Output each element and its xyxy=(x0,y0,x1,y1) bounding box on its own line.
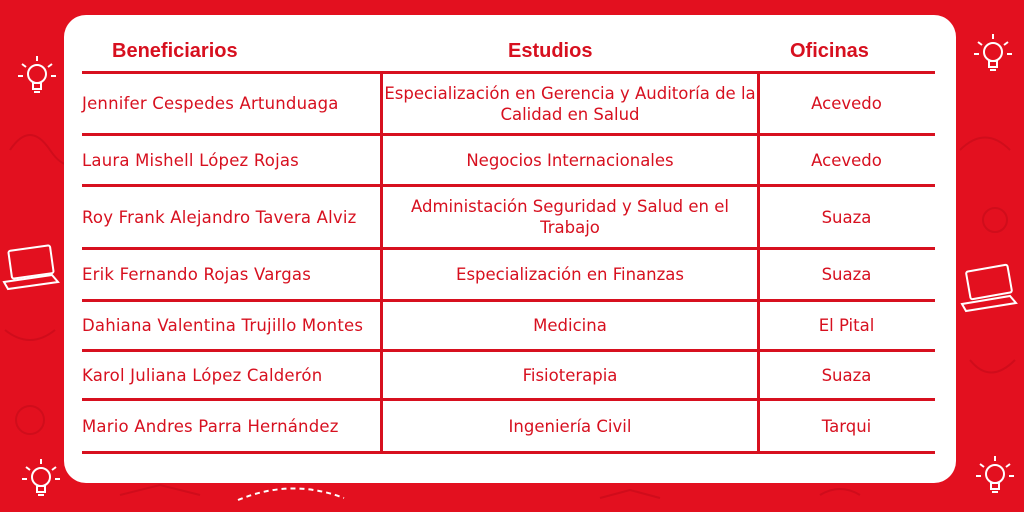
table-row xyxy=(82,136,935,184)
table-row xyxy=(82,250,935,299)
study-program: Fisioterapia xyxy=(522,365,618,385)
table-row xyxy=(82,74,935,133)
office-name: Suaza xyxy=(821,365,872,385)
header-beneficiarios: Beneficiarios xyxy=(112,40,238,62)
header-estudios: Estudios xyxy=(508,40,593,62)
beneficiary-name: Karol Juliana López Calderón xyxy=(82,365,323,385)
study-program: Negocios Internacionales xyxy=(466,150,674,170)
office-name: Acevedo xyxy=(811,150,882,170)
table-row xyxy=(82,352,935,398)
lightbulb-icon xyxy=(970,30,1016,78)
beneficiary-name: Laura Mishell López Rojas xyxy=(82,150,299,170)
study-program: Medicina xyxy=(533,316,607,335)
study-program: Ingeniería Civil xyxy=(508,416,632,436)
laptop-icon xyxy=(2,242,62,292)
lightbulb-icon xyxy=(18,455,64,503)
laptop-icon xyxy=(958,262,1020,314)
beneficiary-name: Mario Andres Parra Hernández xyxy=(82,416,339,436)
study-program: Especialización en Finanzas xyxy=(456,265,684,284)
beneficiary-name: Jennifer Cespedes Artunduaga xyxy=(82,94,339,113)
lightbulb-icon xyxy=(14,52,60,100)
beneficiary-name: Roy Frank Alejandro Tavera Alviz xyxy=(82,207,357,227)
office-name: El Pital xyxy=(818,316,875,335)
office-name: Acevedo xyxy=(811,94,882,113)
beneficiary-name: Erik Fernando Rojas Vargas xyxy=(82,265,312,284)
lightbulb-icon xyxy=(972,452,1018,500)
office-name: Suaza xyxy=(821,265,872,284)
office-name: Tarqui xyxy=(821,416,872,436)
table-row xyxy=(82,401,935,451)
table-row xyxy=(82,187,935,247)
header-oficinas: Oficinas xyxy=(790,40,869,62)
study-program: Especialización en Gerencia y Auditoría de la Calidad en Salud xyxy=(384,83,756,124)
office-name: Suaza xyxy=(821,207,872,227)
row-divider xyxy=(82,451,935,454)
dashed-curve xyxy=(236,482,346,502)
beneficiary-name: Dahiana Valentina Trujillo Montes xyxy=(82,316,364,335)
table-row xyxy=(82,302,935,349)
study-program: Administación Seguridad y Salud en el Trabajo xyxy=(411,197,729,237)
